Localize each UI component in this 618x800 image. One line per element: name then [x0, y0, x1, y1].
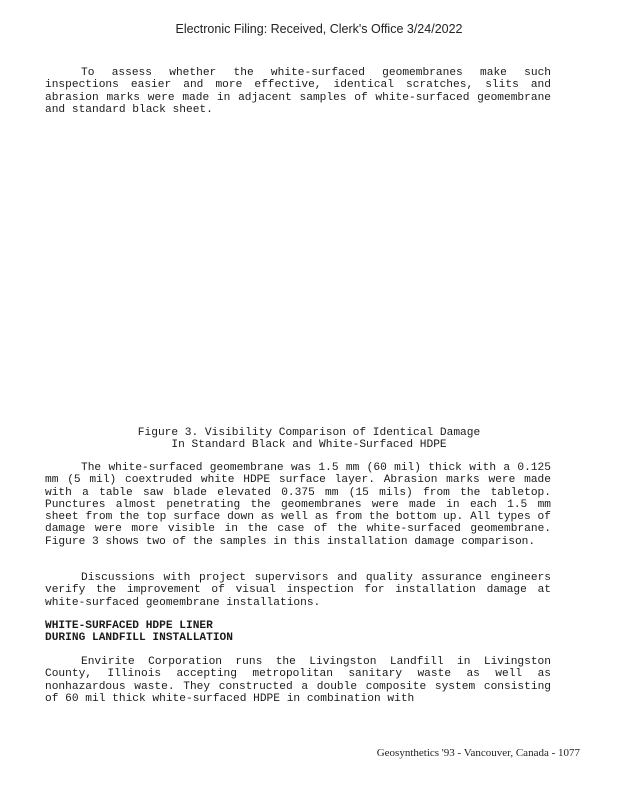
paragraph-intro: To assess whether the white-surfaced geomembranes make such inspections easier and more effective, identical scratches, slits and abrasion marks were made in adjacent samples of white-surfaced geomembrane and standard black sheet.	[45, 67, 551, 116]
figure-caption-line-1: Figure 3. Visibility Comparison of Identical Damage	[137, 427, 481, 439]
paragraph-discussions: Discussions with project supervisors and quality assurance engineers verify the improvement of visual inspection for installation damage at white-surfaced geomembrane installations.	[45, 572, 551, 609]
section-heading-line-1: WHITE-SURFACED HDPE LINER	[45, 620, 213, 632]
page-footer: Geosynthetics '93 - Vancouver, Canada - 1077	[376, 747, 580, 759]
figure-caption	[0, 427, 618, 452]
paragraph-envirite: Envirite Corporation runs the Livingston Landfill in Livingston County, Illinois accepting metropolitan sanitary waste as well as nonhazardous waste. They constructed a double composite system consisting of 60 mil thick white-surfaced HDPE in combination with	[45, 656, 551, 705]
section-heading-line-2: DURING LANDFILL INSTALLATION	[45, 632, 233, 645]
filing-stamp: Electronic Filing: Received, Clerk's Office 3/24/2022	[175, 22, 463, 36]
section-heading	[45, 620, 233, 645]
figure-caption-line-2: In Standard Black and White-Surfaced HDPE	[171, 439, 447, 452]
paragraph-sample-details: The white-surfaced geomembrane was 1.5 mm (60 mil) thick with a 0.125 mm (5 mil) coextruded white HDPE surface layer. Abrasion marks were made with a table saw blade elevated 0.375 mm (15 mils) from the tabletop. Punctures almost penetrating the geomembranes were made in each 1.5 mm sheet from the top surface down as well as from the bottom up. All types of damage were more visible in the case of the white-surfaced geomembrane. Figure 3 shows two of the samples in this installation damage comparison.	[45, 462, 551, 548]
